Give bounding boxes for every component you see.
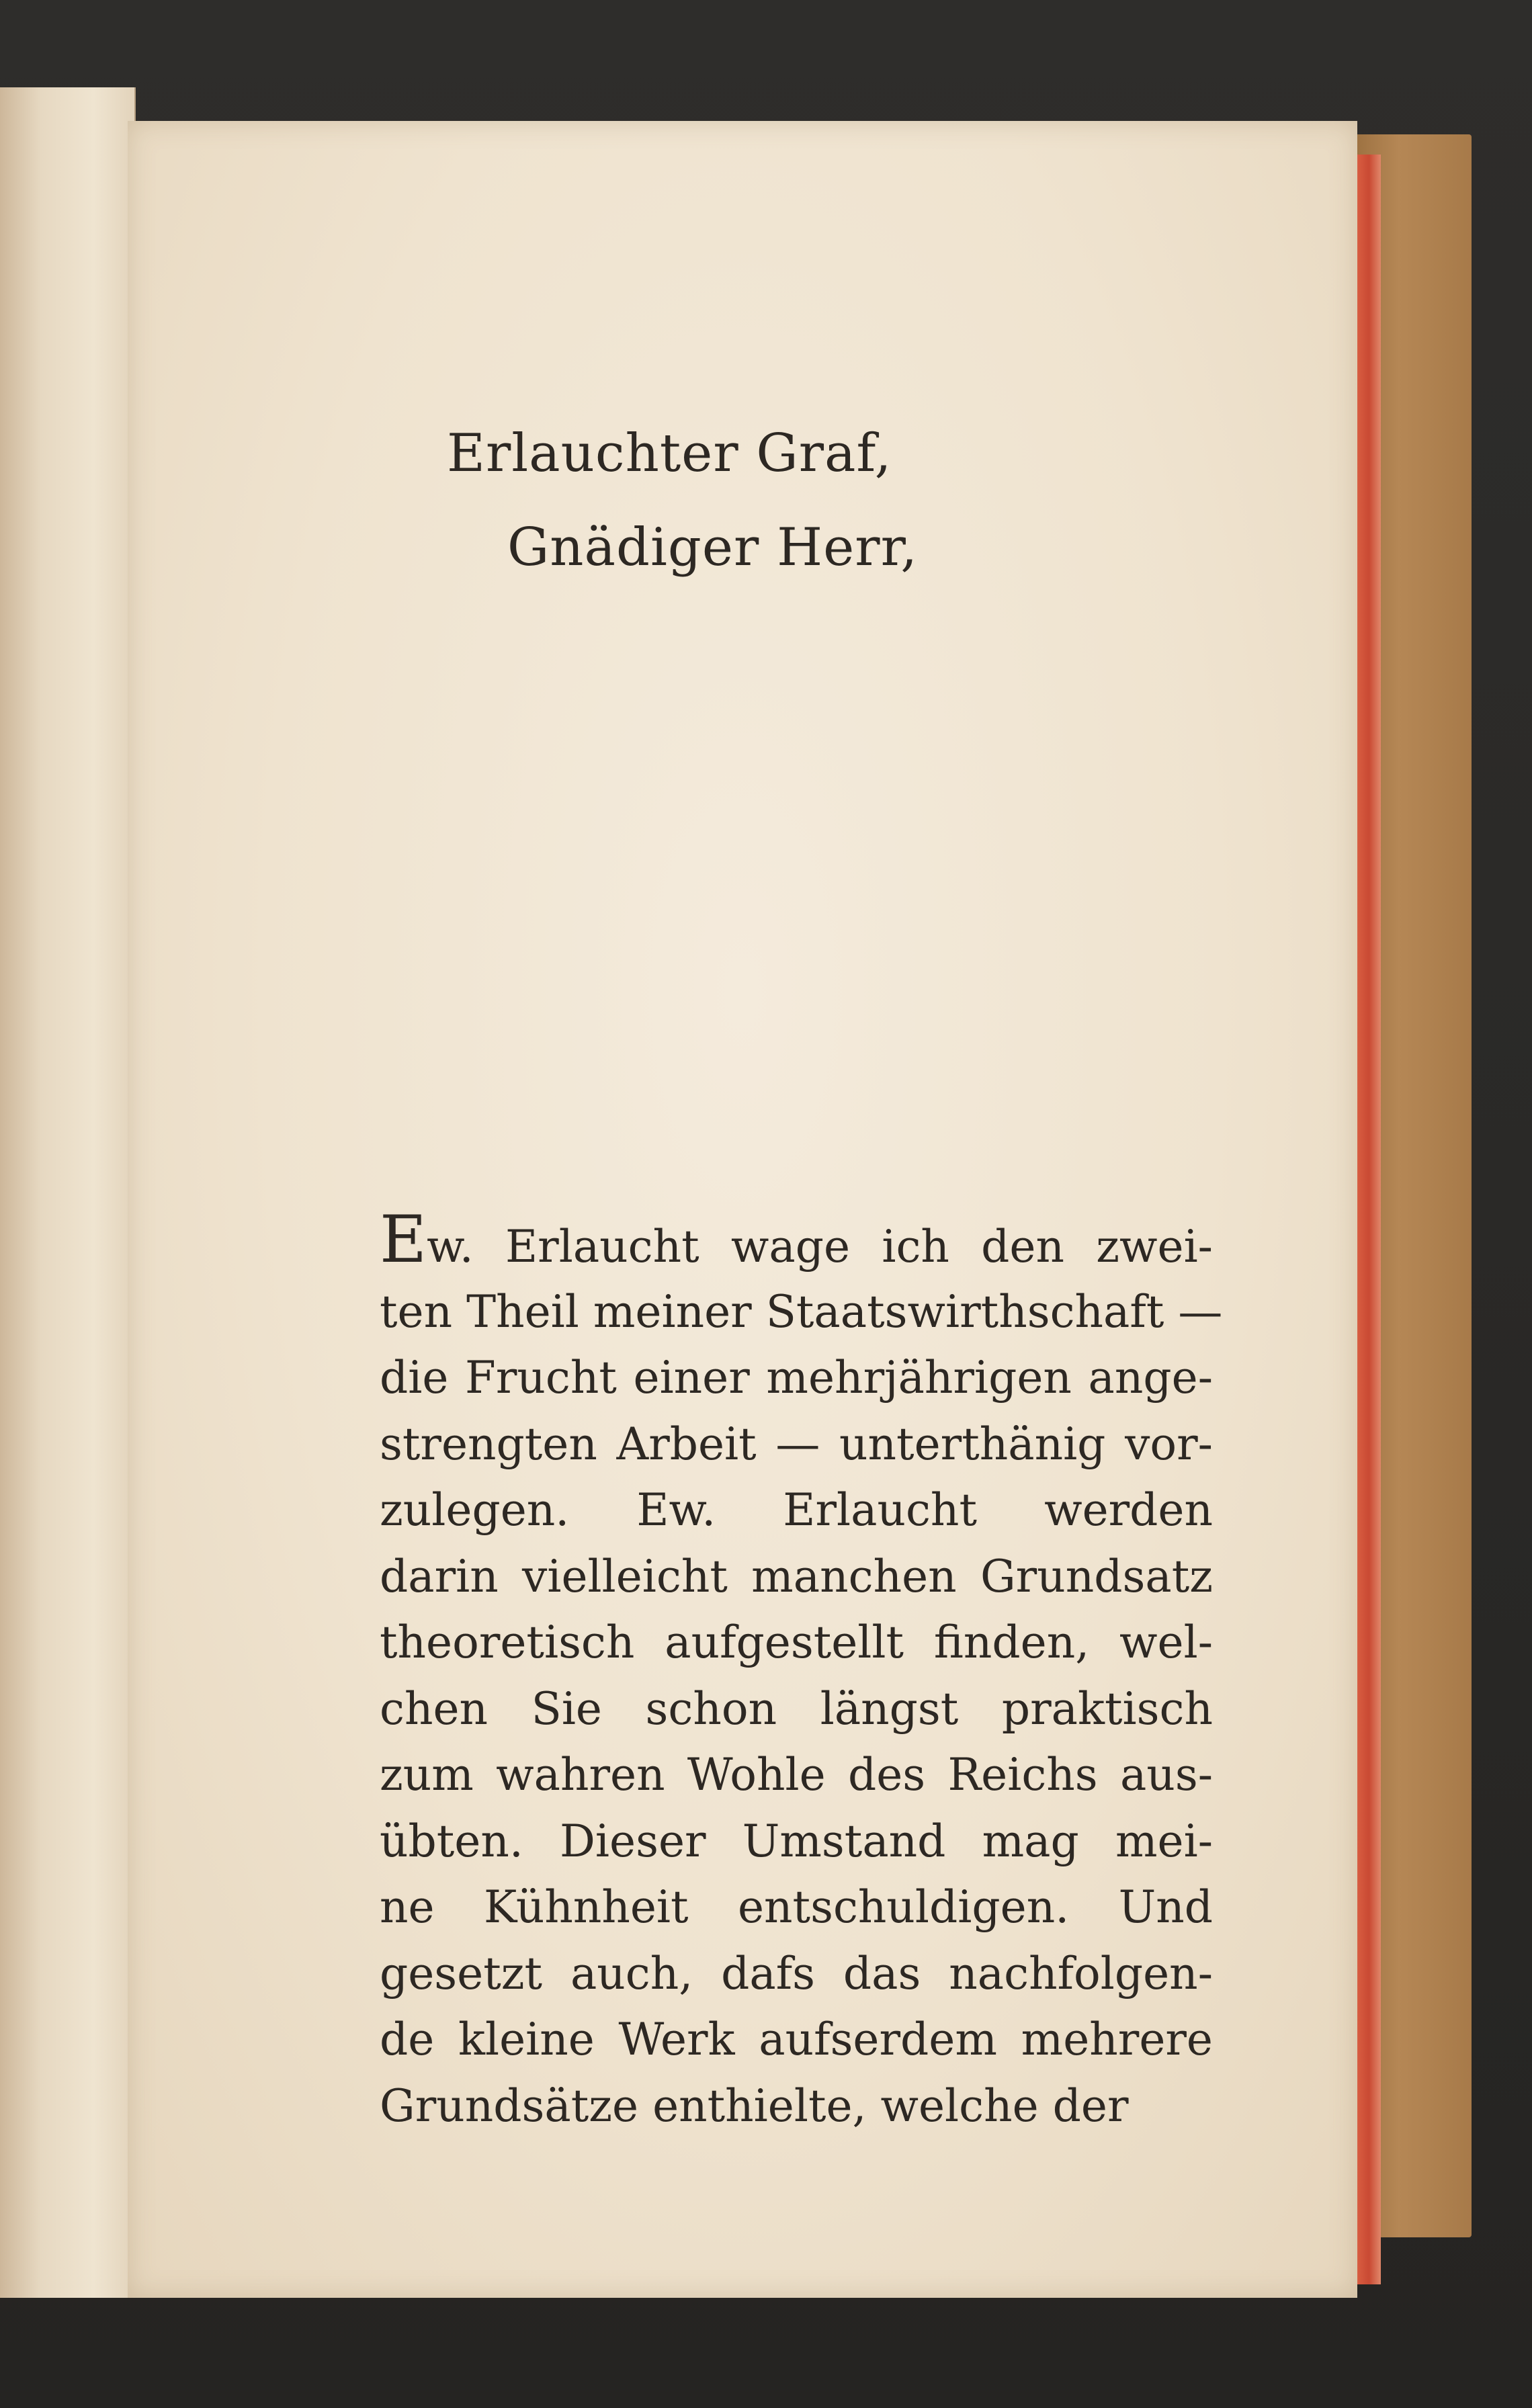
- text-line-12: gesetzt auch, dafs das nachfolgen-: [380, 1947, 1213, 2000]
- previous-page-edge: [0, 87, 136, 2298]
- text-line-10: übten. Dieser Umstand mag mei-: [380, 1815, 1213, 1867]
- salutation-line-1: Erlauchter Graf,: [447, 423, 892, 484]
- text-line-8: chen Sie schon längst praktisch: [380, 1682, 1213, 1735]
- text-line-5: zulegen. Ew. Erlaucht werden: [380, 1484, 1213, 1536]
- text-line-4: strengten Arbeit — unterthänig vor-: [380, 1418, 1213, 1470]
- text-line-7: theoretisch aufgestellt finden, wel-: [380, 1617, 1213, 1668]
- body-paragraph: [380, 1202, 1223, 2139]
- text-line-2: ten Theil meiner Staatswirthschaft —: [380, 1285, 1223, 1338]
- text-line-3: die Frucht einer mehrjährigen ange-: [380, 1352, 1213, 1404]
- text-line-6: darin vielleicht manchen Grundsatz: [380, 1550, 1213, 1602]
- text-line-11: ne Kühnheit entschuldigen. Und: [380, 1881, 1213, 1933]
- text-line-9: zum wahren Wohle des Reichs aus-: [380, 1749, 1213, 1801]
- text-line-1: Ew. Erlaucht wage ich den zwei-: [380, 1202, 1213, 1277]
- salutation-line-2: Gnädiger Herr,: [507, 517, 919, 578]
- text-line-13: de kleine Werk aufserdem mehrere: [380, 2014, 1213, 2065]
- book-page: [128, 121, 1357, 2298]
- text-line-14: Grundsätze enthielte, welche der: [380, 2079, 1129, 2132]
- drop-cap: E: [380, 1202, 427, 1277]
